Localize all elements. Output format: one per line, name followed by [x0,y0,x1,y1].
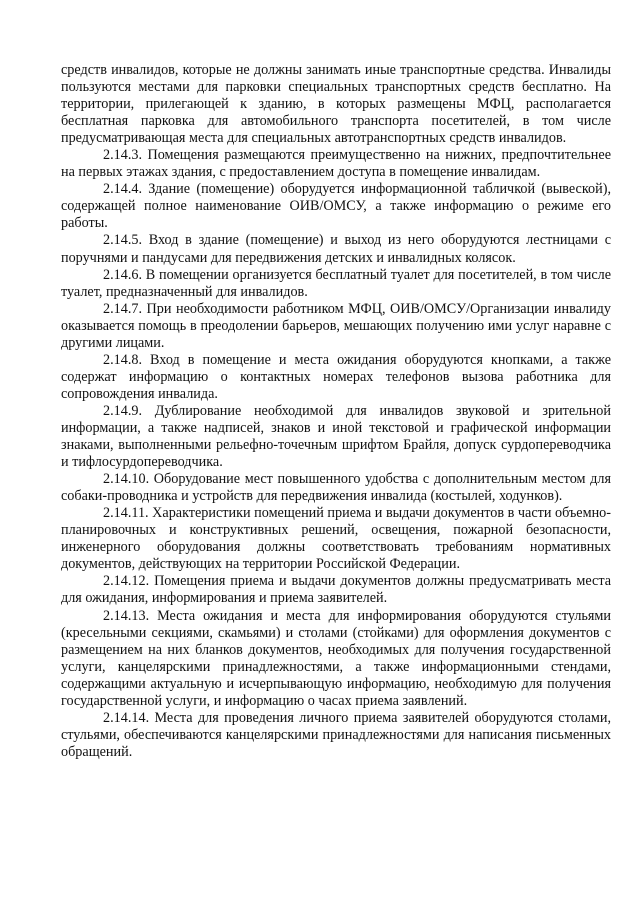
paragraph-2-14-11: 2.14.11. Характеристики помещений приема и выдачи документов в части объемно-планировочных и конструктивных решений, освещения, пожарной безопасности, инженерного оборудования должны соответствовать требованиям нормативных документов, действующих на территории Российской Федерации. [61,505,611,573]
paragraph-2-14-5: 2.14.5. Вход в здание (помещение) и выход из него оборудуются лестницами с поручнями и пандусами для передвижения детских и инвалидных колясок. [61,232,611,266]
paragraph-2-14-13: 2.14.13. Места ожидания и места для информирования оборудуются стульями (кресельными секциями, скамьями) и столами (стойками) для оформления документов с размещением на них бланков документов, необходимых для получения государственной услуги, канцелярскими принадлежностями, а также информационными стендами, содержащими актуальную и исчерпывающую информацию, необходимую для получения государственной услуги, и информацию о часах приема заявлений. [61,607,611,709]
paragraph-2-14-10: 2.14.10. Оборудование мест повышенного удобства с дополнительным местом для собаки-проводника и устройств для передвижения инвалида (костылей, ходунков). [61,471,611,505]
document-body [61,62,611,761]
paragraph-2-14-8: 2.14.8. Вход в помещение и места ожидания оборудуются кнопками, а также содержат информацию о контактных номерах телефонов вызова работника для сопровождения инвалида. [61,351,611,402]
paragraph-2-14-4: 2.14.4. Здание (помещение) оборудуется информационной табличкой (вывеской), содержащей полное наименование ОИВ/ОМСУ, а также информацию о режиме его работы. [61,181,611,232]
paragraph-2-14-6: 2.14.6. В помещении организуется бесплатный туалет для посетителей, в том числе туалет, предназначенный для инвалидов. [61,266,611,300]
paragraph-2-14-9: 2.14.9. Дублирование необходимой для инвалидов звуковой и зрительной информации, а также надписей, знаков и иной текстовой и графической информации знаками, выполненными рельефно-точечным шрифтом Брайля, допуск сурдопереводчика и тифлосурдопереводчика. [61,402,611,471]
paragraph-2-14-12: 2.14.12. Помещения приема и выдачи документов должны предусматривать места для ожидания, информирования и приема заявителей. [61,573,611,607]
paragraph-continuation: средств инвалидов, которые не должны занимать иные транспортные средства. Инвалиды пользуются местами для парковки специальных транспортных средств бесплатно. На территории, прилегающей к зданию, в которых размещены МФЦ, располагается бесплатная парковка для автомобильного транспорта посетителей, в том числе предусматривающая места для специальных автотранспортных средств инвалидов. [61,62,611,147]
paragraph-2-14-7: 2.14.7. При необходимости работником МФЦ, ОИВ/ОМСУ/Организации инвалиду оказывается помощь в преодолении барьеров, мешающих получению ими услуг наравне с другими лицами. [61,300,611,351]
paragraph-2-14-3: 2.14.3. Помещения размещаются преимущественно на нижних, предпочтительнее на первых этажах здания, с предоставлением доступа в помещение инвалидам. [61,147,611,181]
paragraph-2-14-14: 2.14.14. Места для проведения личного приема заявителей оборудуются столами, стульями, обеспечиваются канцелярскими принадлежностями для написания письменных обращений. [61,709,611,760]
